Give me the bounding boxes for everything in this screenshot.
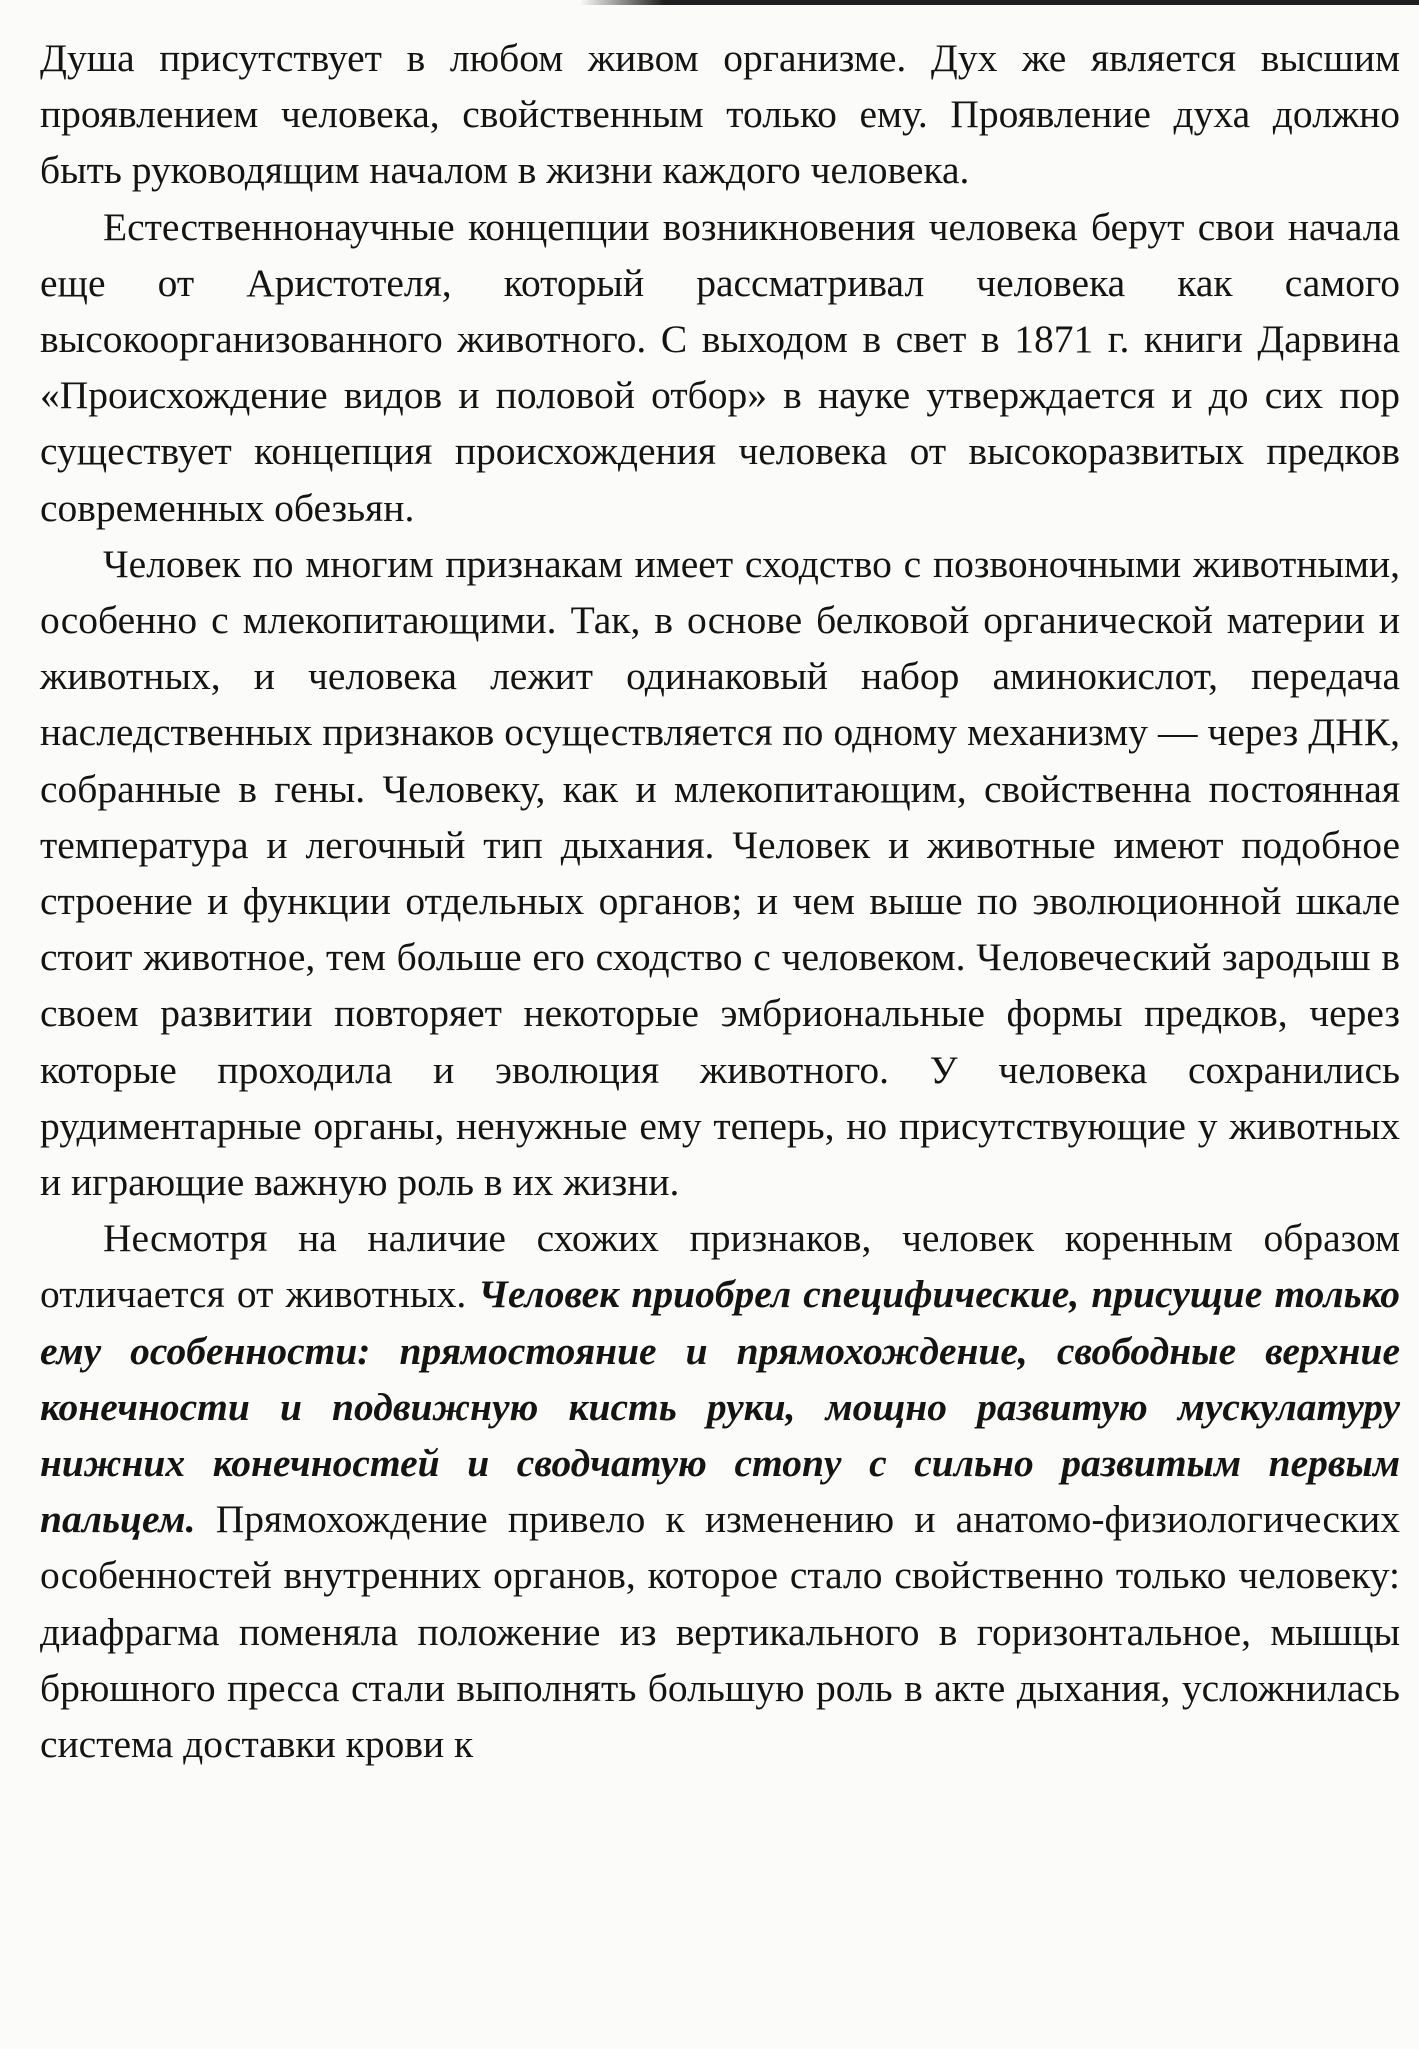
paragraph-human-differences [40, 1210, 1400, 1772]
page-edge-shadow [580, 0, 1419, 5]
paragraph-similarity-with-animals [40, 536, 1400, 1210]
text-run: Естественнонаучные концепции возникновения человека берут свои начала еще от Аристотеля, который рассматривал человека как самого высокоорганизованного животного. С выходом в свет в 1871 г. книги Дарвина «Происхождение видов и половой отбор» в науке утверждается и до сих пор существует концепция происхождения человека от высокоразвитых предков современных обезьян. [40, 204, 1400, 530]
text-run: Прямохождение привело к изменению и анатомо-физиологических особенностей внутренних органов, которое стало свойственно только человеку: диафрагма поменяла положение из вертикального в горизонтальное, мышцы брюшного пресса стали выполнять большую роль в акте дыхания, усложнилась система доставки крови к [40, 1497, 1400, 1767]
text-run: Человек по многим признакам имеет сходство с позвоночными животными, особенно с млекопитающими. Так, в основе белковой органической материи и животных, и человека лежит одинаковый набор аминокислот, передача наследственных признаков осуществляется по одному механизму — через ДНК, собранные в гены. Человеку, как и млекопитающим, свойственна постоянная температура и легочный тип дыхания. Человек и животные имеют подобное строение и функции отдельных органов; и чем выше по эволюционной шкале стоит животное, тем больше его сходство с человеком. Человеческий зародыш в своем развитии повторяет некоторые эмбриональные формы предков, через которые проходила и эволюция животного. У человека сохранились рудиментарные органы, ненужные ему теперь, но присутствующие у животных и играющие важную роль в их жизни. [40, 541, 1400, 1205]
text-run: Душа присутствует в любом живом организме. Дух же является высшим проявлением человека, свойственным только ему. Проявление духа должно быть руководящим началом в жизни каждого человека. [40, 36, 1400, 193]
text-run: Несмотря на наличие схожих признаков, человек коренным образом отличается от животных. [40, 1216, 1400, 1317]
paragraph-soul-spirit [40, 30, 1400, 199]
paragraph-natural-science-concepts [40, 199, 1400, 536]
emphasized-text-run: Человек приобрел специфические, присущие только ему особенности: прямостояние и прямохождение, свободные верхние конечности и подвижную кисть руки, мощно развитую мускулатуру нижних конечностей и сводчатую стопу с сильно развитым первым пальцем. [40, 1272, 1400, 1542]
body-text [40, 30, 1400, 1772]
